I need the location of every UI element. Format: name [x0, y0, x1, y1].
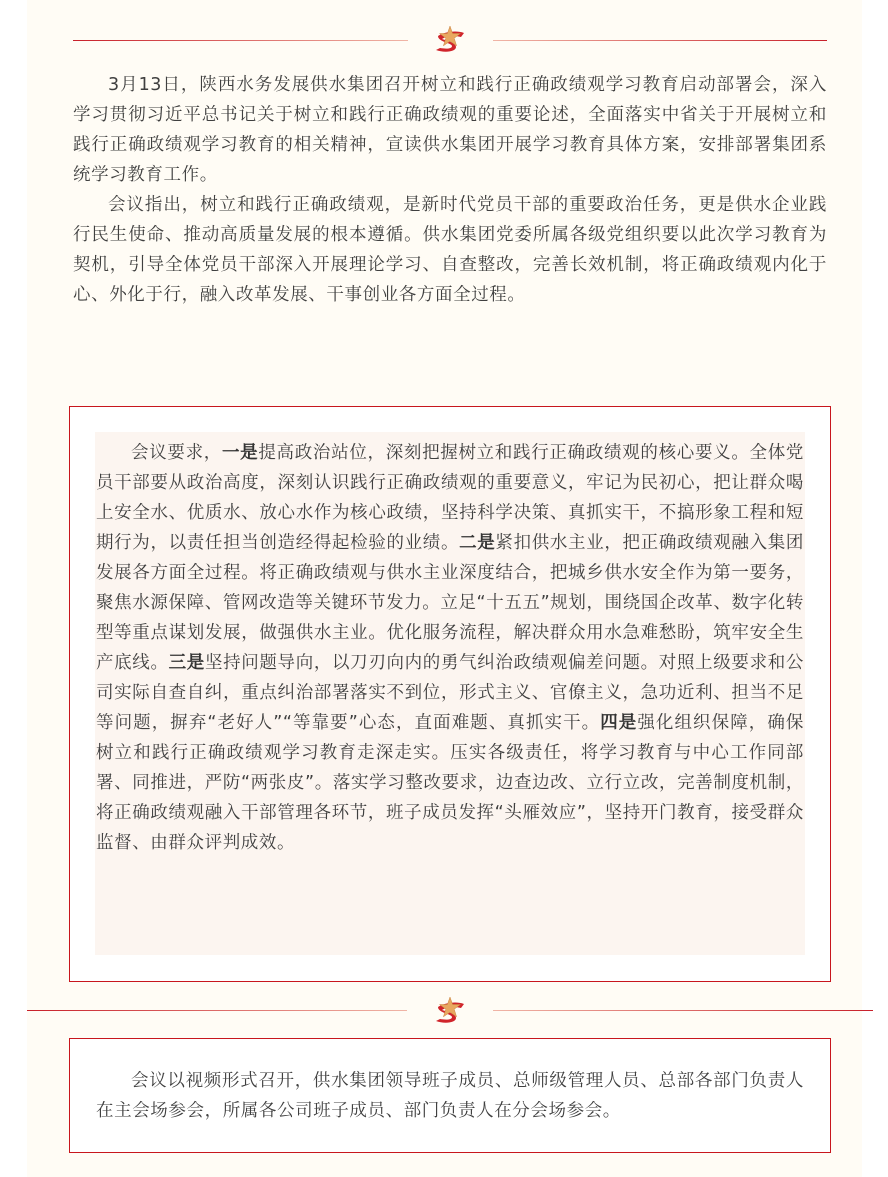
req-text-2: 紧扣供水主业，把正确政绩观融入集团发展各方面全过程。将正确政绩观与供水主业深度结合，把城乡供水安全作为第一要务，聚焦水源保障、管网改造等关键环节发力。立足“十五五”规划，围绕国企改革、数字化转型等重点谋划发展，做强供水主业。优化服务流程，解决群众用水急难愁盼，筑牢安全生产底线。 [96, 533, 805, 673]
star-ribbon-emblem-icon [430, 24, 470, 56]
req-label-4: 四是 [600, 713, 638, 733]
intro-text [73, 70, 827, 310]
requirements-lead: 会议要求， [131, 443, 222, 463]
req-text-4: 强化组织保障，确保树立和践行正确政绩观学习教育走深走实。压实各级责任，将学习教育与中心工作同部署、同推进，严防“两张皮”。落实学习整改要求，边查边改、立行立改，完善制度机制，将正确政绩观融入干部管理各环节，班子成员发挥“头雁效应”，坚持开门教育，接受群众监督、由群众评判成效。 [96, 713, 804, 853]
requirements-paragraph [96, 438, 804, 858]
req-label-1: 一是 [221, 443, 259, 463]
closing-paragraph: 会议以视频形式召开，供水集团领导班子成员、总师级管理人员、总部各部门负责人在主会场参会，所属各公司班子成员、部门负责人在分会场参会。 [96, 1071, 804, 1121]
closing-text [96, 1066, 804, 1126]
intro-paragraph-2: 会议指出，树立和践行正确政绩观，是新时代党员干部的重要政治任务，更是供水企业践行民生使命、推动高质量发展的根本遵循。供水集团党委所属各级党组织要以此次学习教育为契机，引导全体党员干部深入开展理论学习、自查整改，完善长效机制，将正确政绩观内化于心、外化于行，融入改革发展、干事创业各方面全过程。 [73, 195, 827, 305]
req-text-1: 提高政治站位，深刻把握树立和践行正确政绩观的核心要义。全体党员干部要从政治高度，深刻认识践行正确政绩观的重要意义，牢记为民初心，把让群众喝上安全水、优质水、放心水作为核心政绩，坚持科学决策、真抓实干，不搞形象工程和短期行为，以责任担当创造经得起检验的业绩。 [96, 443, 805, 553]
req-label-3: 三是 [168, 653, 205, 673]
intro-paragraph-1: 3月13日，陕西水务发展供水集团召开树立和践行正确政绩观学习教育启动部署会，深入学习贯彻习近平总书记关于树立和践行正确政绩观的重要论述，全面落实中省关于开展树立和践行正确政绩观学习教育的相关精神，宣读供水集团开展学习教育具体方案，安排部署集团系统学习教育工作。 [73, 75, 827, 185]
req-label-2: 二是 [459, 533, 496, 553]
star-ribbon-emblem-icon [430, 995, 470, 1027]
req-text-3: 坚持问题导向，以刀刃向内的勇气纠治政绩观偏差问题。对照上级要求和公司实际自查自纠，重点纠治部署落实不到位，形式主义、官僚主义，急功近利、担当不足等问题，摒弃“老好人”“等靠要”心态，直面难题、真抓实干。 [96, 653, 804, 733]
requirements-text [96, 438, 804, 858]
